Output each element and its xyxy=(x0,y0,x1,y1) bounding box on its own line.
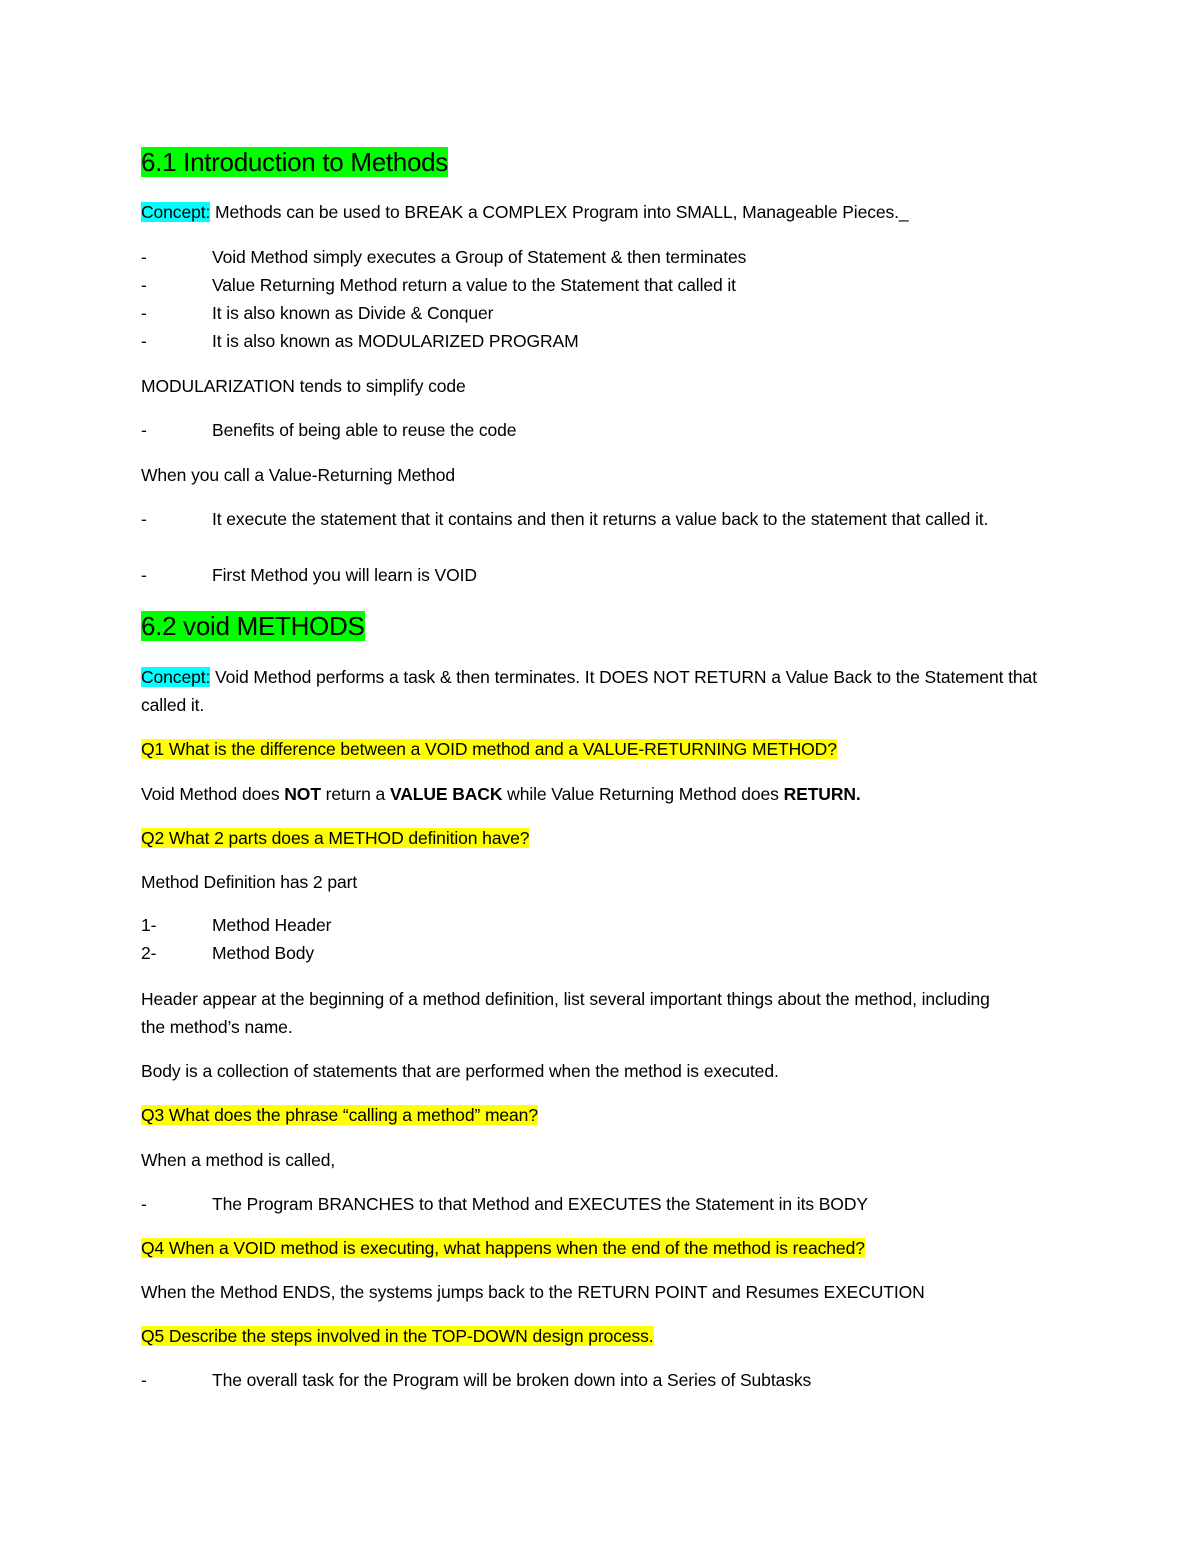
list-item xyxy=(141,505,1071,561)
bullet-marker: - xyxy=(141,1194,147,1214)
section-1-concept xyxy=(141,198,909,226)
list-item xyxy=(141,561,1071,589)
bullet-text: Void Method simply executes a Group of Statement & then terminates xyxy=(212,247,747,267)
answer-2-line: Method Definition has 2 part xyxy=(141,872,358,892)
question-2: Q2 What 2 parts does a METHOD definition have? xyxy=(141,828,530,848)
question-4: Q4 When a VOID method is executing, what happens when the end of the method is reached? xyxy=(141,1238,865,1258)
list-number: 1- xyxy=(141,915,157,935)
bullet-marker: - xyxy=(141,275,147,295)
list-item xyxy=(141,327,1071,355)
list-text: Method Body xyxy=(212,943,315,963)
bullet-marker: - xyxy=(141,303,147,323)
section-1-bullet-list xyxy=(141,243,1071,355)
list-text: Method Header xyxy=(212,915,332,935)
list-item xyxy=(141,271,1071,299)
bullet-text: First Method you will learn is VOID xyxy=(212,565,477,585)
list-item xyxy=(141,939,1071,967)
list-number: 2- xyxy=(141,943,157,963)
modularization-line: MODULARIZATION tends to simplify code xyxy=(141,376,466,396)
answer-2-list xyxy=(141,911,1071,967)
section-2-concept xyxy=(141,663,1046,719)
answer-3-line: When a method is called, xyxy=(141,1150,336,1170)
bullet-marker: - xyxy=(141,565,147,585)
list-item xyxy=(141,911,1071,939)
answer-1: Void Method does NOT return a VALUE BACK while Value Returning Method does RETURN. xyxy=(141,784,861,804)
bullet-text: The Program BRANCHES to that Method and EXECUTES the Statement in its BODY xyxy=(212,1194,868,1214)
concept-label: Concept: xyxy=(141,667,211,687)
header-description: Header appear at the beginning of a method definition, list several important things about the method, including the method’s name. xyxy=(141,989,990,1037)
concept-label: Concept: xyxy=(141,202,211,222)
bullet-text: Benefits of being able to reuse the code xyxy=(212,420,517,440)
bullet-marker: - xyxy=(141,247,147,267)
list-item xyxy=(141,243,1071,271)
answer-4: When the Method ENDS, the systems jumps back to the RETURN POINT and Resumes EXECUTION xyxy=(141,1282,925,1302)
bullet-text: It is also known as Divide & Conquer xyxy=(212,303,494,323)
bullet-text: It is also known as MODULARIZED PROGRAM xyxy=(212,331,579,351)
bullet-text: It execute the statement that it contains and then it returns a value back to the statement that called it. xyxy=(212,509,989,529)
question-5: Q5 Describe the steps involved in the TOP-DOWN design process. xyxy=(141,1326,654,1346)
section-1-heading: 6.1 Introduction to Methods xyxy=(141,147,448,177)
bullet-marker: - xyxy=(141,331,147,351)
call-line: When you call a Value-Returning Method xyxy=(141,465,455,485)
list-item xyxy=(141,1366,1071,1394)
bullet-text: The overall task for the Program will be broken down into a Series of Subtasks xyxy=(212,1370,812,1390)
list-item xyxy=(141,1190,1071,1218)
bullet-text: Value Returning Method return a value to the Statement that called it xyxy=(212,275,736,295)
question-3: Q3 What does the phrase “calling a method” mean? xyxy=(141,1105,538,1125)
list-item xyxy=(141,299,1071,327)
section-2-heading: 6.2 void METHODS xyxy=(141,611,365,641)
bullet-marker: - xyxy=(141,420,147,440)
question-1: Q1 What is the difference between a VOID method and a VALUE-RETURNING METHOD? xyxy=(141,739,837,759)
body-description: Body is a collection of statements that are performed when the method is executed. xyxy=(141,1061,779,1081)
list-item xyxy=(141,416,1071,444)
bullet-marker: - xyxy=(141,1370,147,1390)
concept-text: Methods can be used to BREAK a COMPLEX Program into SMALL, Manageable Pieces._ xyxy=(210,202,909,222)
concept-text: Void Method performs a task & then terminates. It DOES NOT RETURN a Value Back to the Statement that called it. xyxy=(141,667,1037,715)
bullet-marker: - xyxy=(141,509,147,529)
